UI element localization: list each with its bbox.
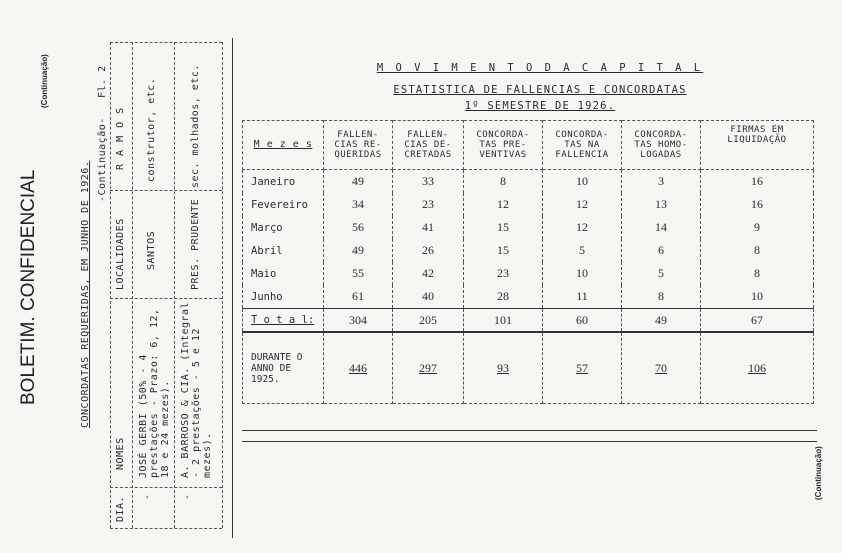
table-row	[243, 285, 814, 309]
row1-ramo: construtor, etc.	[146, 77, 157, 182]
month-label: Abril	[243, 239, 324, 262]
col-header-fallencias-requeridas: FALLEN-CIAS RE-QUERIDAS	[324, 121, 393, 170]
cell: 55	[324, 262, 393, 285]
table-row	[243, 216, 814, 239]
cell: 13	[622, 193, 701, 216]
row2-nome: A. BARROSO & CIA. (Integral - 2 prestações - 5 e 12 mezes).	[180, 301, 213, 478]
header-dia: DIA.	[115, 495, 126, 522]
row2-localidade: PRES. PRUDENTE	[190, 198, 201, 290]
previous-year-label: DURANTE O ANNO DE 1925.	[243, 332, 324, 404]
fallencias-table	[242, 120, 814, 404]
bottom-rule-1	[242, 430, 817, 431]
cell: 5	[543, 239, 622, 262]
main-subtitle: ESTATISTICA DE FALLENCIAS E CONCORDATAS	[393, 84, 687, 96]
cell: 12	[543, 216, 622, 239]
cell: 49	[324, 170, 393, 194]
cell: 14	[622, 216, 701, 239]
cell: 12	[464, 193, 543, 216]
row2-ramo: sec. molhados, etc.	[190, 64, 201, 188]
previous-cell: 93	[464, 332, 543, 404]
previous-cell: 446	[324, 332, 393, 404]
table-header-row	[243, 121, 814, 170]
cell: 5	[622, 262, 701, 285]
cell: 28	[464, 285, 543, 309]
cell: 16	[701, 170, 814, 194]
month-label: Janeiro	[243, 170, 324, 194]
cell: 56	[324, 216, 393, 239]
previous-cell: 57	[543, 332, 622, 404]
header-nomes: NOMES	[115, 437, 126, 470]
col-header-mezes: M e z e s	[243, 121, 324, 170]
table-row	[243, 262, 814, 285]
col-header-concordatas-homologadas: CONCORDA-TAS HOMO-LOGADAS	[622, 121, 701, 170]
concordatas-sheet: Fl. 2	[97, 65, 108, 98]
col-header-fallencias-decretadas: FALLEN-CIAS DE-CRETADAS	[393, 121, 464, 170]
previous-year-row	[243, 332, 814, 404]
cell: 34	[324, 193, 393, 216]
concordatas-title: CONCORDATAS REQUERIDAS, EM JUNHO DE 1926.	[80, 160, 91, 428]
total-row	[243, 309, 814, 333]
cell: 8	[701, 262, 814, 285]
main-period: 1º SEMESTRE DE 1926.	[464, 100, 616, 112]
table-row	[243, 239, 814, 262]
main-title: M O V I M E N T O D A C A P I T A L	[376, 62, 704, 74]
row2-dia: -	[182, 493, 193, 500]
cell: 33	[393, 170, 464, 194]
cell: 9	[701, 216, 814, 239]
cell: 40	[393, 285, 464, 309]
cell: 41	[393, 216, 464, 239]
total-cell: 49	[622, 309, 701, 333]
cell: 42	[393, 262, 464, 285]
table-row	[243, 170, 814, 194]
table-row	[243, 193, 814, 216]
month-label: Fevereiro	[243, 193, 324, 216]
cell: 8	[464, 170, 543, 194]
cell: 10	[701, 285, 814, 309]
cell: 8	[701, 239, 814, 262]
total-label: T o t a l:	[243, 309, 324, 333]
cell: 10	[543, 170, 622, 194]
total-cell: 304	[324, 309, 393, 333]
cell: 23	[393, 193, 464, 216]
total-cell: 101	[464, 309, 543, 333]
bottom-rule-2	[242, 441, 817, 442]
cell: 15	[464, 216, 543, 239]
total-cell: 60	[543, 309, 622, 333]
col-header-firmas-liquidacao: FIRMAS EM LIQUIDAÇÃO	[701, 121, 814, 170]
row1-localidade: SANTOS	[146, 230, 157, 270]
previous-cell: 297	[393, 332, 464, 404]
continuation-label-bottom: (Continuação)	[814, 446, 823, 500]
row1-dia: -	[142, 493, 153, 500]
total-cell: 67	[701, 309, 814, 333]
cell: 26	[393, 239, 464, 262]
total-cell: 205	[393, 309, 464, 333]
previous-cell: 70	[622, 332, 701, 404]
month-label: Junho	[243, 285, 324, 309]
row1-nome: JOSÉ GERBI (50% - 4 prestações - Prazo: 6, 12, 18 e 24 mezes).	[138, 308, 171, 478]
header-localidades: LOCALIDADES	[115, 218, 126, 290]
cell: 6	[622, 239, 701, 262]
cell: 16	[701, 193, 814, 216]
cell: 12	[543, 193, 622, 216]
continuation-label-top: (Continuação)	[40, 54, 49, 108]
cell: 49	[324, 239, 393, 262]
month-label: Maio	[243, 262, 324, 285]
concordatas-subtitle: -Continuação-	[97, 117, 108, 202]
cell: 15	[464, 239, 543, 262]
cell: 23	[464, 262, 543, 285]
cell: 61	[324, 285, 393, 309]
cell: 10	[543, 262, 622, 285]
month-label: Março	[243, 216, 324, 239]
cell: 3	[622, 170, 701, 194]
previous-cell: 106	[701, 332, 814, 404]
col-header-concordatas-fallencia: CONCORDA-TAS NA FALLENCIA	[543, 121, 622, 170]
header-ramos: R A M O S	[115, 106, 126, 170]
bulletin-label: BOLETIM. CONFIDENCIAL	[18, 169, 39, 405]
col-header-concordatas-preventivas: CONCORDA-TAS PRE-VENTIVAS	[464, 121, 543, 170]
cell: 11	[543, 285, 622, 309]
cell: 8	[622, 285, 701, 309]
